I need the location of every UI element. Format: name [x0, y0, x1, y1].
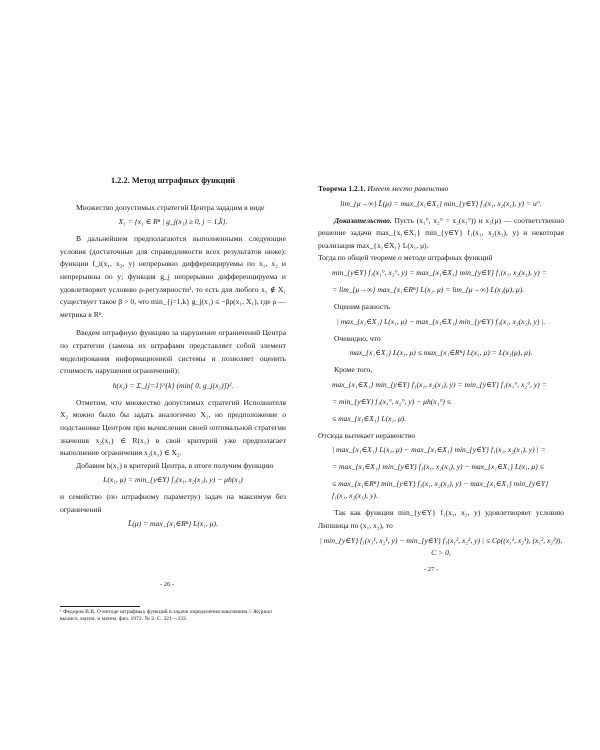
paragraph-lipschitz: Так как функция min_{y∈Y} f₁(x₁, x₂, y) удовлетворяет условию Липшица по (x₁, x₂), то [318, 508, 564, 530]
equation: = lim_{μ→∞} max_{x₁∈Rⁿ} L(x₁, μ) = lim_{μ→∞} L(x₁(μ), μ). [332, 284, 525, 294]
proof [318, 215, 564, 253]
footnote: ¹ Федоров В.В. О методе штрафных функций в задаче определения максимина // Журнал вычисл. матем. и матем. физ. 1972. № 2. С. 321—333. [60, 609, 272, 623]
paragraph: Кроме того, [334, 365, 373, 375]
proof-label: Доказательство. [334, 215, 392, 225]
paragraph-penalty: Введем штрафную функцию за нарушение ограничений Центра по стратегии (замена их штрафами представляет собой элемент моделирования информационной системы и позволяет оценить стоимость нарушения ограничений): [60, 328, 286, 376]
paragraph: Множество допустимых стратегий Центра зададим в виде [76, 202, 265, 212]
paragraph: Добавим h(x₁) в критерий Центра, в итоге получим функцию [76, 460, 274, 470]
paragraph-executor-set: Отметим, что множество допустимых стратегий Исполнителя X₂ можно было бы задать аналогично X₁, но предположение о подстановке Центром при вычислении своей оптимальной стратегии значения x₂(x₁) ∈ R(x₁) в свой критерий уже предполагает выполнение ограничения x₂(x₁) ∈ X₂. [60, 397, 286, 458]
equation: max_{x₁∈X₁} min_{y∈Y} f₁(x₁, x₂(x₁), y) = min_{y∈Y} f₁(x₁°, x₂°, y) = [332, 379, 547, 389]
equation-family: L̃(μ) = max_{x₁∈Rⁿ} L(x₁, μ). [128, 519, 218, 529]
page-number: - 27 - [424, 566, 439, 573]
right-page [300, 0, 600, 750]
section-heading: 1.2.2. Метод штрафных функций [110, 176, 236, 185]
equation-criterion: L(x₁, μ) = min_{y∈Y} f₁(x₁, x₂(x₁), y) − μh(x₁) [103, 475, 243, 485]
equation: ≤ max_{x₁∈Rⁿ} min_{y∈Y} f₁(x₁, x₂(x₁), y) − max_{x₁∈X₁} min_{y∈Y} f₁(x₁, x₂(x₁), y). [332, 479, 549, 501]
footnote-divider [60, 606, 140, 607]
equation: = min_{y∈Y} f₁(x₁°, x₂°, y) − μh(x₁°) ≤ [332, 396, 451, 406]
equation-theorem: lim_{μ→∞} L̃(μ) = max_{x₁∈X₁} min_{y∈Y} f₁(x₁, x₂(x₁), y) = u°. [340, 198, 542, 208]
page-number: - 26 - [160, 581, 175, 588]
equation: max_{x₁∈X₁} L(x₁, μ) ≤ max_{x₁∈Rⁿ} L(x₁, μ) = L(x₁(μ), μ). [349, 348, 533, 358]
equation: min_{y∈Y} f₁(x₁°, x₂°, y) = max_{x₁∈X₁} min_{y∈Y} f₁(x₁, x₂(x₁), y) = [332, 267, 547, 277]
proof-text: Пусть (x₁°, x₂° = x₂(x₁°)) и x₁(μ) — соответственно решение задачи max_{x₁∈X₁} min_{y∈Y} f₁(x₁, x₂(x₁), y) и некоторая реализация max_{x₁∈X₁} L(x₁, μ). [318, 215, 564, 250]
equation-feasible-set: X₁ = {x₁ ∈ Rⁿ | g_j(x₁) ≥ 0, j = 1,k̄}. [118, 217, 228, 227]
theorem-title: Теорема 1.2.1. [318, 184, 366, 193]
theorem-text: Имеет место равенство [367, 184, 449, 193]
equation-lipschitz: | min_{y∈Y} f₁(x₁¹, x₂¹, y) − min_{y∈Y} f₁(x₁², x₂², y) | ≤ Cρ((x₁¹, x₂¹), (x₁², x₂²)), C > 0, [319, 535, 563, 557]
equation-difference: | max_{x₁∈X₁} L(x₁, μ) − max_{x₁∈X₁} min_{y∈Y} f₁(x₁, x₂(x₁), y) |. [336, 316, 546, 326]
paragraph: Очевидно, что [334, 333, 381, 343]
equation: ≤ max_{x₁∈X₁} L(x₁, μ). [332, 413, 407, 423]
equation: | max_{x₁∈X₁} L(x₁, μ) − max_{x₁∈X₁} min_{y∈Y} f₁(x₁, x₂(x₁), y) | = [332, 445, 546, 455]
paragraph-conditions: В дальнейшем предполагаются выполненными следующие условия (достаточные для справедливости всех результатов ниже): функции f_i(x₁, x₂, y) непрерывно дифференцируемы по x₁, x₂ и непрерывны по y; функция g_j непрерывно дифференцируема и удовлетворяет условию ρ-регулярности¹, то есть для любого x₁ ∉ X₁ существует такое β > 0, что min_{j=1,k} g_j(x₁) ≤ −βρ(x₁, X₁), где ρ — метрика в Rⁿ. [60, 234, 286, 319]
paragraph: Оценим разность [334, 301, 391, 311]
paragraph: и семейство (по штрафному параметру) задач на максимум без ограничений [60, 492, 286, 514]
equation: = max_{x₁∈X₁} min_{y∈Y} f₁(x₁, x₂(x₁), y) − max_{x₁∈X₁} L(x₁, μ) ≤ [332, 462, 544, 472]
equation-penalty-function: h(x₁) = Σ_{j=1}^{k} (min[ 0, g_j(x₁)])². [112, 380, 234, 390]
theorem [318, 183, 564, 196]
paragraph: Отсюда вытекает неравенство [318, 430, 416, 440]
paragraph: Тогда по общей теореме о методе штрафных функций [318, 253, 493, 263]
